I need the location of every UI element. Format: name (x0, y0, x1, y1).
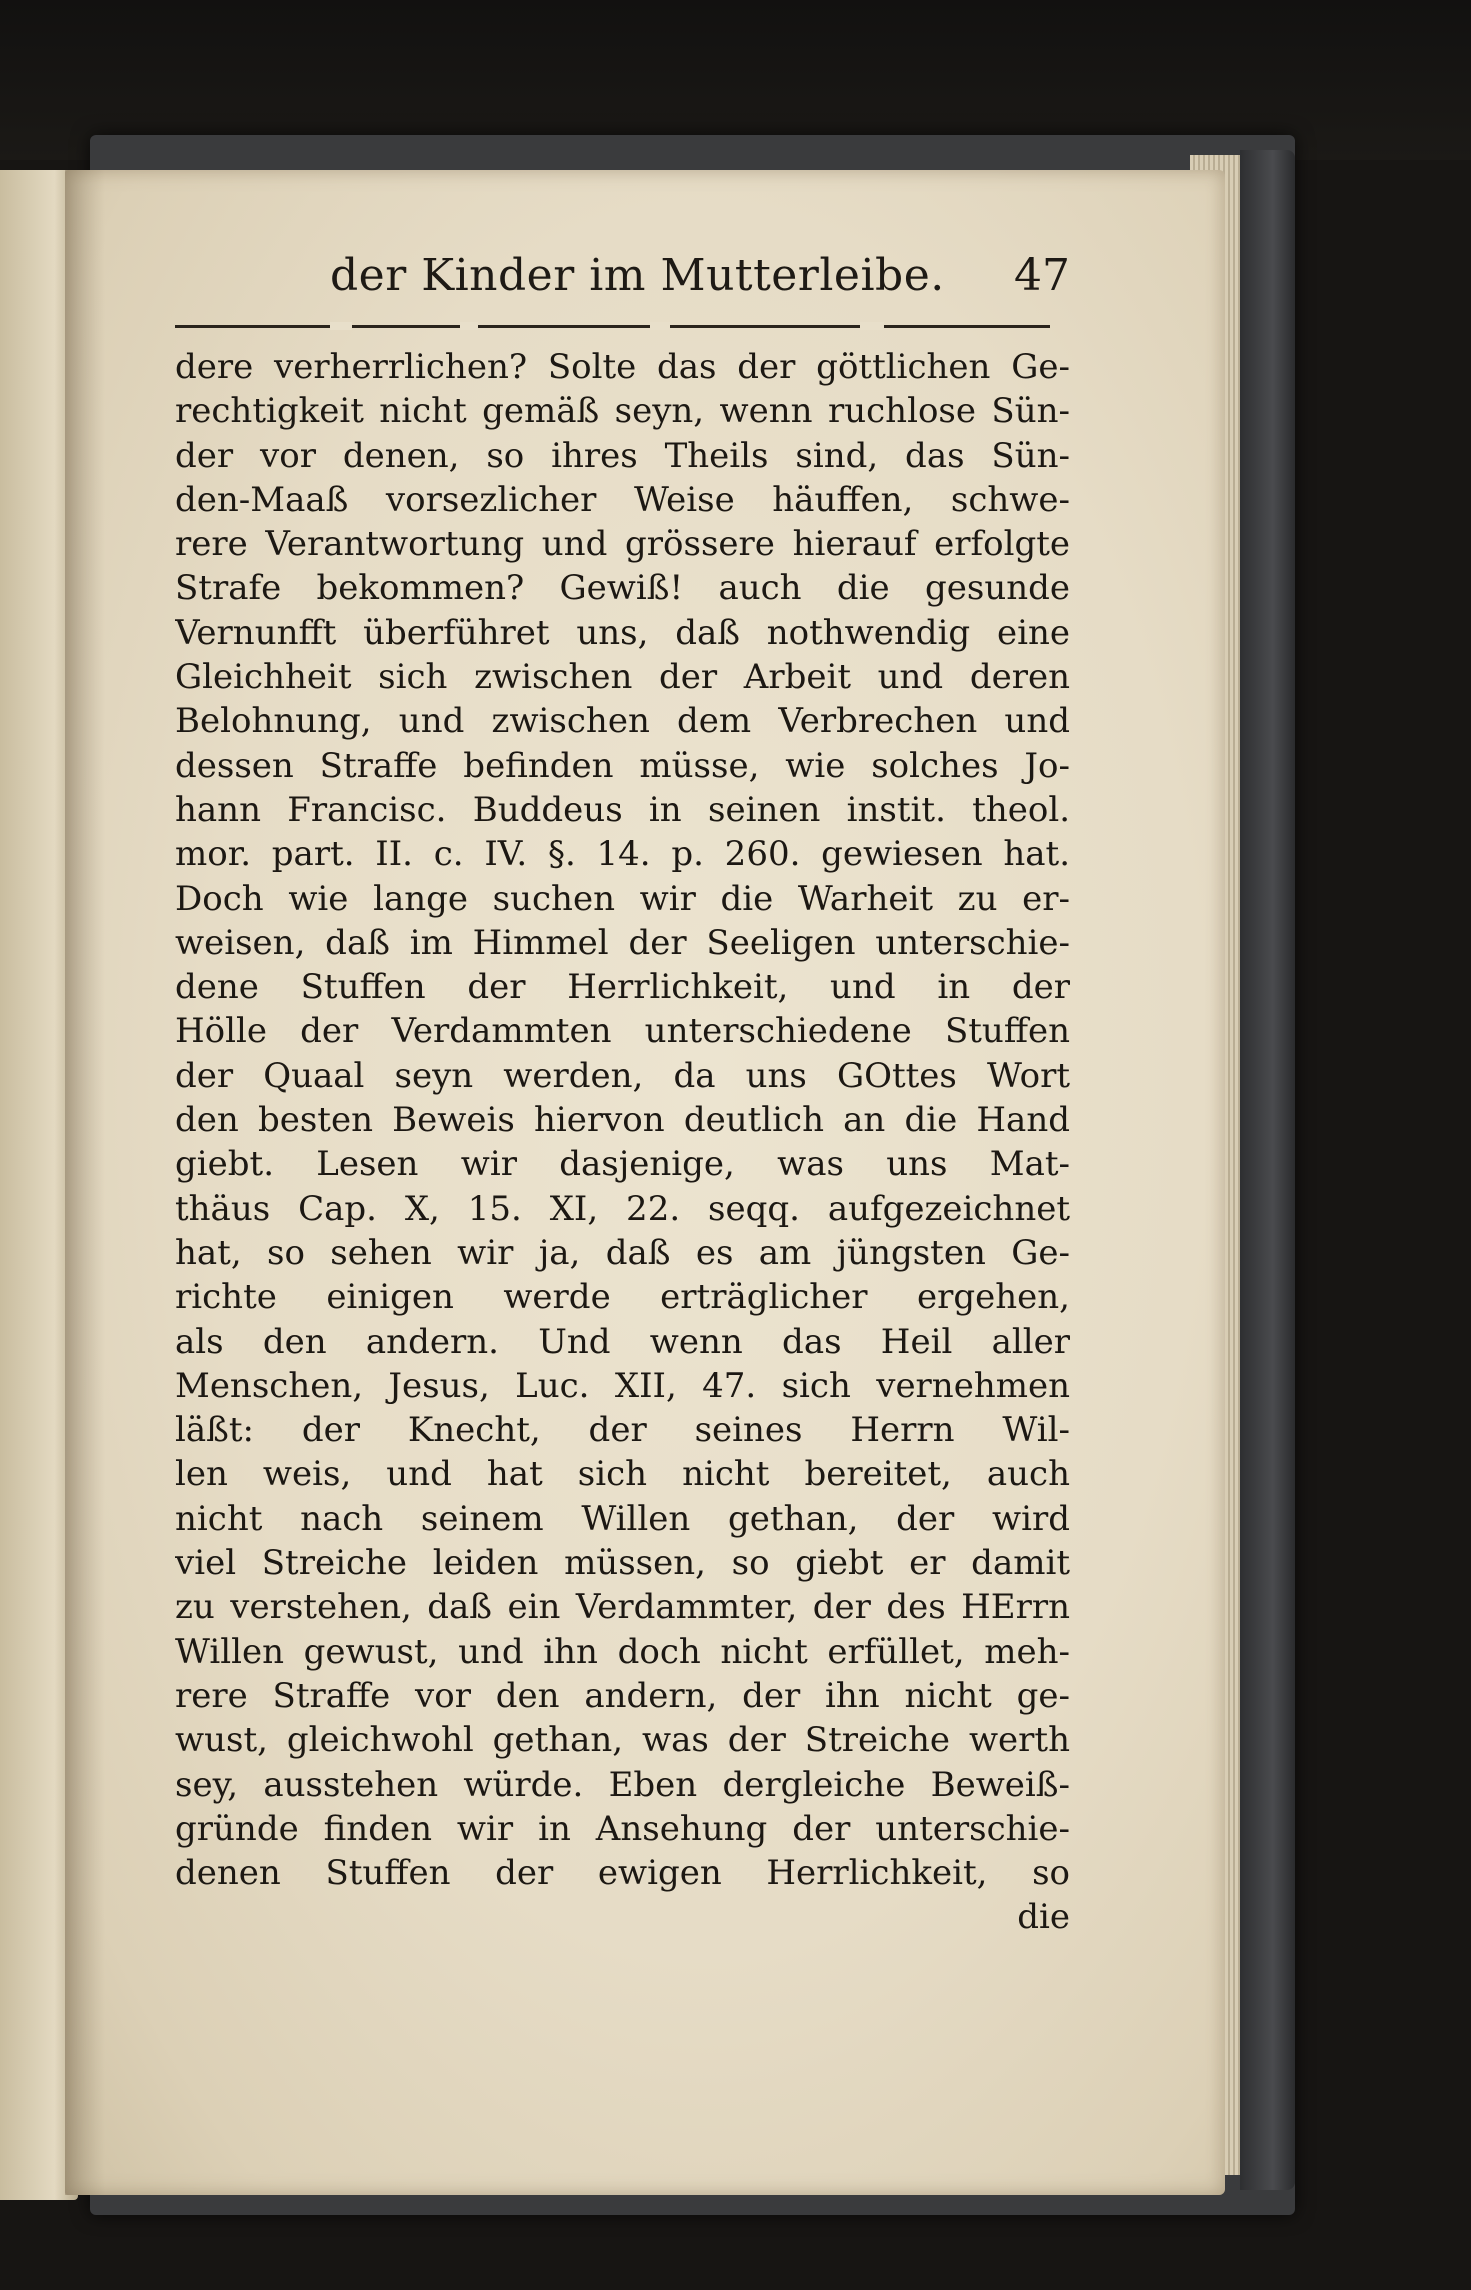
body-text (175, 345, 1070, 1940)
text-line: giebt. Lesen wir dasjenige, was uns Mat- (175, 1144, 1070, 1185)
cover-spine-edge (1240, 150, 1295, 2190)
catchword: die (1017, 1897, 1070, 1938)
text-line: den besten Beweis hiervon deutlich an die Hand (175, 1100, 1070, 1141)
rule-break (650, 322, 670, 330)
text-line: rere Verantwortung und grössere hierauf erfolgte (175, 524, 1070, 565)
text-line: Hölle der Verdammten unterschiedene Stuffen (175, 1011, 1070, 1052)
text-line: zu verstehen, daß ein Verdammter, der des HErrn (175, 1587, 1070, 1628)
text-line: gründe finden wir in Ansehung der unterschie- (175, 1808, 1070, 1849)
rule-break (460, 322, 478, 330)
text-line: dessen Straffe befinden müsse, wie solches Jo- (175, 745, 1070, 786)
rule-break (330, 322, 352, 330)
text-line: rechtigkeit nicht gemäß seyn, wenn ruchlose Sün- (175, 391, 1070, 432)
text-line: Vernunfft überführet uns, daß nothwendig eine (175, 612, 1070, 653)
text-line: dere verherrlichen? Solte das der göttlichen Ge- (175, 347, 1070, 387)
text-line: Willen gewust, und ihn doch nicht erfüllet, meh- (175, 1631, 1070, 1672)
text-line: hann Francisc. Buddeus in seinen instit. theol. (175, 789, 1070, 830)
gutter-shadow (65, 170, 105, 2195)
running-title: der Kinder im Mutterleibe. (330, 250, 945, 301)
text-line: läßt: der Knecht, der seines Herrn Wil- (175, 1410, 1070, 1451)
text-line: sey, ausstehen würde. Eben dergleiche Beweiß- (175, 1764, 1070, 1805)
text-line: dene Stuffen der Herrlichkeit, und in der (175, 967, 1070, 1008)
text-line: rere Straffe vor den andern, der ihn nicht ge- (175, 1675, 1070, 1716)
text-line: als den andern. Und wenn das Heil aller (175, 1321, 1070, 1362)
text-line: den-Maaß vorsezlicher Weise häuffen, schwe- (175, 479, 1070, 520)
text-line: Doch wie lange suchen wir die Warheit zu er- (175, 878, 1070, 919)
text-line: thäus Cap. X, 15. XI, 22. seqq. aufgezeichnet (175, 1188, 1070, 1229)
text-line: richte einigen werde erträglicher ergehen, (175, 1277, 1070, 1318)
text-line: len weis, und hat sich nicht bereitet, auch (175, 1454, 1070, 1495)
text-line: mor. part. II. c. IV. §. 14. p. 260. gewiesen hat. (175, 834, 1070, 875)
text-line: denen Stuffen der ewigen Herrlichkeit, so (175, 1853, 1070, 1894)
text-line: hat, so sehen wir ja, daß es am jüngsten Ge- (175, 1232, 1070, 1273)
text-line: weisen, daß im Himmel der Seeligen unterschie- (175, 922, 1070, 963)
text-line: viel Streiche leiden müssen, so giebt er damit (175, 1543, 1070, 1584)
header-rule (175, 325, 1050, 328)
text-line: Strafe bekommen? Gewiß! auch die gesunde (175, 568, 1070, 609)
text-line: Belohnung, und zwischen dem Verbrechen und (175, 701, 1070, 742)
page-number: 47 (1014, 250, 1070, 301)
text-line: Menschen, Jesus, Luc. XII, 47. sich vernehmen (175, 1365, 1070, 1406)
text-line: Gleichheit sich zwischen der Arbeit und deren (175, 657, 1070, 698)
text-line: wust, gleichwohl gethan, was der Streiche werth (175, 1720, 1070, 1761)
rule-break (860, 322, 884, 330)
text-line: der Quaal seyn werden, da uns GOttes Wort (175, 1055, 1070, 1096)
page-header (0, 250, 1471, 320)
text-line: der vor denen, so ihres Theils sind, das Sün- (175, 435, 1070, 476)
text-line: nicht nach seinem Willen gethan, der wird (175, 1498, 1070, 1539)
